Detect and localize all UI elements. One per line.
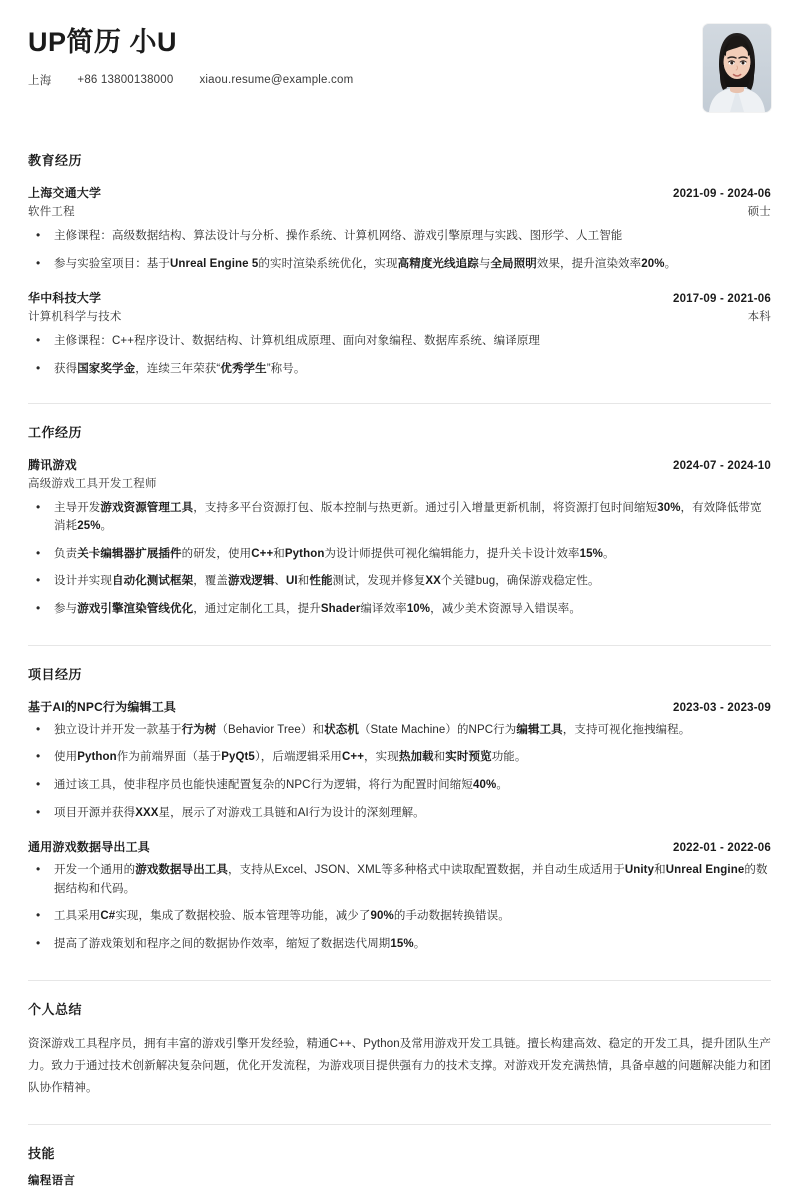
list-item: • 参与游戏引擎渲染管线优化，通过定制化工具，提升Shader编译效率10%，减少美术资源导入错误率。 <box>28 600 771 619</box>
education-entry <box>28 289 771 378</box>
list-item: • 项目开源并获得XXX星，展示了对游戏工具链和AI行为设计的深刻理解。 <box>28 804 771 823</box>
contact-location: 上海 <box>28 75 52 88</box>
list-item: • 通过该工具，使非程序员也能快速配置复杂的NPC行为逻辑，将行为配置时间缩短40%。 <box>28 776 771 795</box>
entry-bullets <box>28 227 771 273</box>
list-item: • 使用Python作为前端界面（基于PyQt5），后端逻辑采用C++，实现热加载和实时预览功能。 <box>28 748 771 767</box>
project-entry <box>28 698 771 823</box>
spacer <box>28 1100 771 1124</box>
contact-email: xiaou.resume@example.com <box>199 74 354 87</box>
section-work <box>28 404 771 619</box>
entry-sub <box>28 203 771 219</box>
section-title-work: 工作经历 <box>28 424 83 440</box>
contact-phone: +86 13800138000 <box>77 74 174 87</box>
entry-date: 2023-03 - 2023-09 <box>672 701 771 714</box>
list-item: • 获得国家奖学金，连续三年荣获“优秀学生”称号。 <box>28 360 771 379</box>
entry-org: 基于AI的NPC行为编辑工具 <box>28 699 177 714</box>
avatar <box>703 24 771 112</box>
entry-org: 腾讯游戏 <box>28 457 77 472</box>
entry-head <box>28 456 771 473</box>
header-left <box>28 24 353 88</box>
entry-degree: 本科 <box>747 311 771 324</box>
list-item: • 主导开发游戏资源管理工具，支持多平台资源打包、版本控制与热更新。通过引入增量更新机制，将资源打包时间缩短30%，有效降低带宽消耗25%。 <box>28 499 771 536</box>
spacer <box>28 379 771 403</box>
section-title-education: 教育经历 <box>28 153 83 168</box>
entry-date: 2022-01 - 2022-06 <box>672 842 771 855</box>
section-projects <box>28 646 771 954</box>
section-title-projects: 项目经历 <box>28 666 83 682</box>
entry-bullets <box>28 499 771 619</box>
entry-date: 2017-09 - 2021-06 <box>672 293 771 306</box>
entry-bullets <box>28 721 771 823</box>
resume-header <box>28 24 771 112</box>
entry-date: 2024-07 - 2024-10 <box>672 459 771 472</box>
entry-head <box>28 838 771 855</box>
project-entry <box>28 838 771 954</box>
entry-head <box>28 184 771 201</box>
list-item: • 开发一个通用的游戏数据导出工具，支持从Excel、JSON、XML等多种格式中读取配置数据，并自动生成适用于Unity和Unreal Engine的数据结构和代码。 <box>28 861 771 898</box>
contact-row <box>28 72 353 88</box>
work-entry <box>28 456 771 619</box>
list-item: • 主修课程：C++程序设计、数据结构、计算机组成原理、面向对象编程、数据库系统、编译原理 <box>28 332 771 351</box>
entry-date: 2021-09 - 2024-06 <box>672 188 771 200</box>
entry-role: 软件工程 <box>28 206 75 218</box>
header-spacer <box>28 112 771 132</box>
spacer <box>28 954 771 980</box>
summary-text: 资深游戏工具程序员，拥有丰富的游戏引擎开发经验，精通C++、Python及常用游戏开发工具链。擅长构建高效、稳定的开发工具，提升团队生产力。致力于通过技术创新解决复杂问题，优化开发流程，为游戏项目提供强有力的技术支撑。对游戏开发充满热情，具备卓越的问题解决能力和团队协作精神。 <box>28 1037 771 1095</box>
section-summary <box>28 981 771 1100</box>
entry-org: 通用游戏数据导出工具 <box>28 840 151 855</box>
list-item: • 设计并实现自动化测试框架，覆盖游戏逻辑、UI和性能测试，发现并修复XX个关键bug，确保游戏稳定性。 <box>28 572 771 591</box>
entry-bullets <box>28 861 771 954</box>
entry-role: 高级游戏工具开发工程师 <box>28 477 157 490</box>
entry-role: 计算机科学与技术 <box>28 311 122 324</box>
section-education <box>28 132 771 379</box>
entry-org: 华中科技大学 <box>28 291 102 306</box>
entry-bullets <box>28 332 771 378</box>
list-item: • 负责关卡编辑器扩展插件的研发，使用C++和Python为设计师提供可视化编辑能力，提升关卡设计效率15%。 <box>28 545 771 564</box>
entry-org: 上海交通大学 <box>28 186 102 200</box>
section-title-skills: 技能 <box>28 1145 56 1161</box>
education-entry <box>28 184 771 273</box>
entry-degree: 硕士 <box>747 206 771 218</box>
entry-sub <box>28 308 771 324</box>
skill-group-title: 编程语言 <box>28 1174 76 1187</box>
page-title: UP简历 小U <box>28 27 178 57</box>
section-skills <box>28 1125 771 1188</box>
section-title-summary: 个人总结 <box>28 1001 83 1017</box>
spacer <box>28 619 771 645</box>
list-item: • 主修课程：高级数据结构、算法设计与分析、操作系统、计算机网络、游戏引擎原理与实践、图形学、人工智能 <box>28 227 771 246</box>
list-item: • 独立设计并开发一款基于行为树（Behavior Tree）和状态机（State Machine）的NPC行为编辑工具，支持可视化拖拽编程。 <box>28 721 771 740</box>
list-item: • 工具采用C#实现，集成了数据校验、版本管理等功能，减少了90%的手动数据转换错误。 <box>28 907 771 926</box>
list-item: • 参与实验室项目：基于Unreal Engine 5的实时渲染系统优化，实现高精度光线追踪与全局照明效果，提升渲染效率20%。 <box>28 255 771 274</box>
entry-head <box>28 698 771 715</box>
entry-head <box>28 289 771 306</box>
entry-sub <box>28 475 771 491</box>
list-item: • 提高了游戏策划和程序之间的数据协作效率，缩短了数据迭代周期15%。 <box>28 935 771 954</box>
